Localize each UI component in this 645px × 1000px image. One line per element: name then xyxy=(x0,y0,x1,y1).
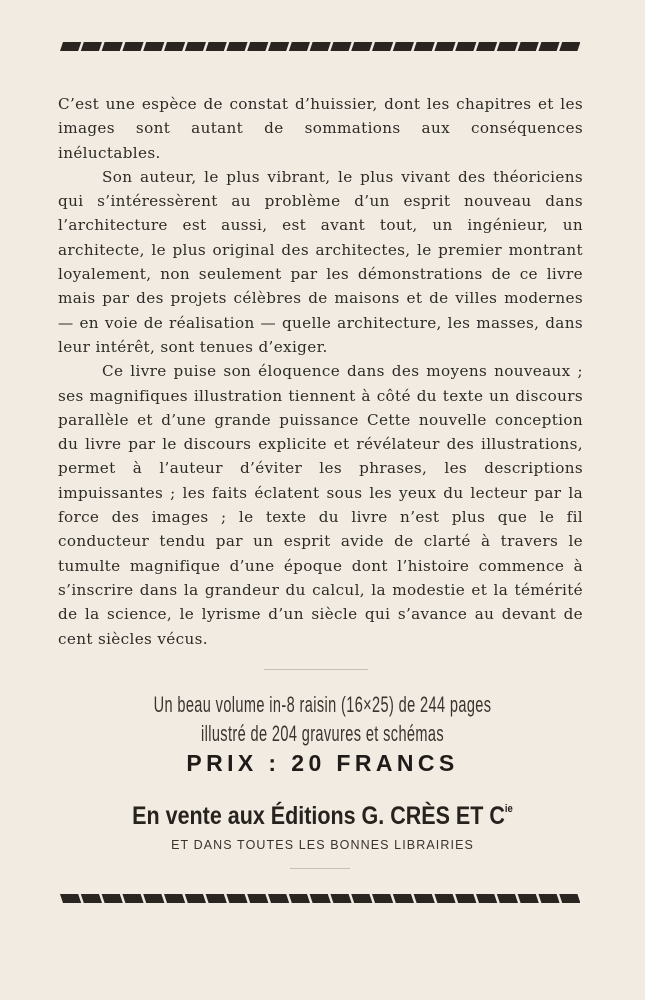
rule-dash xyxy=(393,42,414,51)
rule-dash xyxy=(497,894,518,903)
rule-dash xyxy=(122,42,143,51)
body-text xyxy=(58,92,583,651)
rule-dash xyxy=(393,894,414,903)
publisher-name: En vente aux Éditions G. CRÈS ET C xyxy=(132,802,505,830)
top-ornament-rule xyxy=(60,42,580,51)
rule-dash xyxy=(268,894,289,903)
rule-dash xyxy=(330,894,351,903)
volume-description: Un beau volume in-8 raisin (16×25) de 244 pages xyxy=(153,692,492,717)
rule-dash xyxy=(310,894,331,903)
publisher-suffix: ie xyxy=(504,803,513,815)
rule-dash xyxy=(455,42,476,51)
rule-dash xyxy=(372,42,393,51)
rule-dash xyxy=(164,894,185,903)
rule-dash xyxy=(143,894,164,903)
rule-dash xyxy=(143,42,164,51)
rule-dash xyxy=(60,42,81,51)
rule-dash xyxy=(81,894,102,903)
rule-dash xyxy=(247,42,268,51)
rule-dash xyxy=(351,42,372,51)
rule-dash xyxy=(289,894,310,903)
paragraph-2: Son auteur, le plus vibrant, le plus vivant des théoriciens qui s’intéressèrent au problème d’un esprit nouveau dans l’architecture est aussi, est avant tout, un ingénieur, un architecte, le plus original des architectes, le premier montrant loyalement, non seulement par les démonstrations de ce livre mais par des projets célèbres de maisons et de villes modernes — en voie de réalisation — quelle architecture, les masses, dans leur intérêt, sont tenues d’exiger. xyxy=(58,167,583,356)
rule-dash xyxy=(164,42,185,51)
rule-dash xyxy=(538,894,559,903)
rule-dash xyxy=(351,894,372,903)
rule-dash xyxy=(434,42,455,51)
rule-dash xyxy=(268,42,289,51)
illustration-description: illustré de 204 gravures et schémas xyxy=(200,721,445,746)
separator-line xyxy=(264,669,368,670)
rule-dash xyxy=(538,42,559,51)
price: PRIX : 20 FRANCS xyxy=(186,750,459,776)
rule-dash xyxy=(372,894,393,903)
rule-dash xyxy=(81,42,102,51)
rule-dash xyxy=(102,42,123,51)
rule-dash xyxy=(206,894,227,903)
rule-dash xyxy=(247,894,268,903)
rule-dash xyxy=(414,894,435,903)
rule-dash xyxy=(185,894,206,903)
rule-dash xyxy=(497,42,518,51)
rule-dash xyxy=(559,42,580,51)
rule-dash xyxy=(330,42,351,51)
rule-dash xyxy=(60,894,81,903)
paragraph-1: C’est une espèce de constat d’huissier, dont les chapitres et les images sont autant de sommations aux conséquences inéluctables. xyxy=(58,95,583,162)
rule-dash xyxy=(518,42,539,51)
rule-dash xyxy=(518,894,539,903)
libraries-line: ET DANS TOUTES LES BONNES LIBRAIRIES xyxy=(171,838,474,852)
publisher-line xyxy=(45,802,600,831)
rule-dash xyxy=(206,42,227,51)
rule-dash xyxy=(310,42,331,51)
rule-dash xyxy=(289,42,310,51)
rule-dash xyxy=(476,42,497,51)
rule-dash xyxy=(559,894,580,903)
separator-line-small xyxy=(290,868,350,869)
rule-dash xyxy=(102,894,123,903)
rule-dash xyxy=(434,894,455,903)
bottom-ornament-rule xyxy=(60,894,580,903)
rule-dash xyxy=(185,42,206,51)
rule-dash xyxy=(226,894,247,903)
paragraph-3: Ce livre puise son éloquence dans des moyens nouveaux ; ses magnifiques illustration tiennent à côté du texte un discours parallèle et d’une grande puissance Cette nouvelle conception du livre par le discours explicite et révélateur des illustrations, permet à l’auteur d’éviter les phrases, les descriptions impuissantes ; les faits éclatent sous les yeux du lecteur par la force des images ; le texte du livre n’est plus que le fil conducteur tendu par un esprit avide de clarté à travers le tumulte magnifique d’une époque dont l’histoire commence à s’inscrire dans la grandeur du calcul, la modestie et la témérité de la science, le lyrisme d’un siècle qui s’avance au devant de cent siècles vécus. xyxy=(58,362,583,648)
rule-dash xyxy=(414,42,435,51)
rule-dash xyxy=(122,894,143,903)
rule-dash xyxy=(226,42,247,51)
rule-dash xyxy=(476,894,497,903)
rule-dash xyxy=(455,894,476,903)
